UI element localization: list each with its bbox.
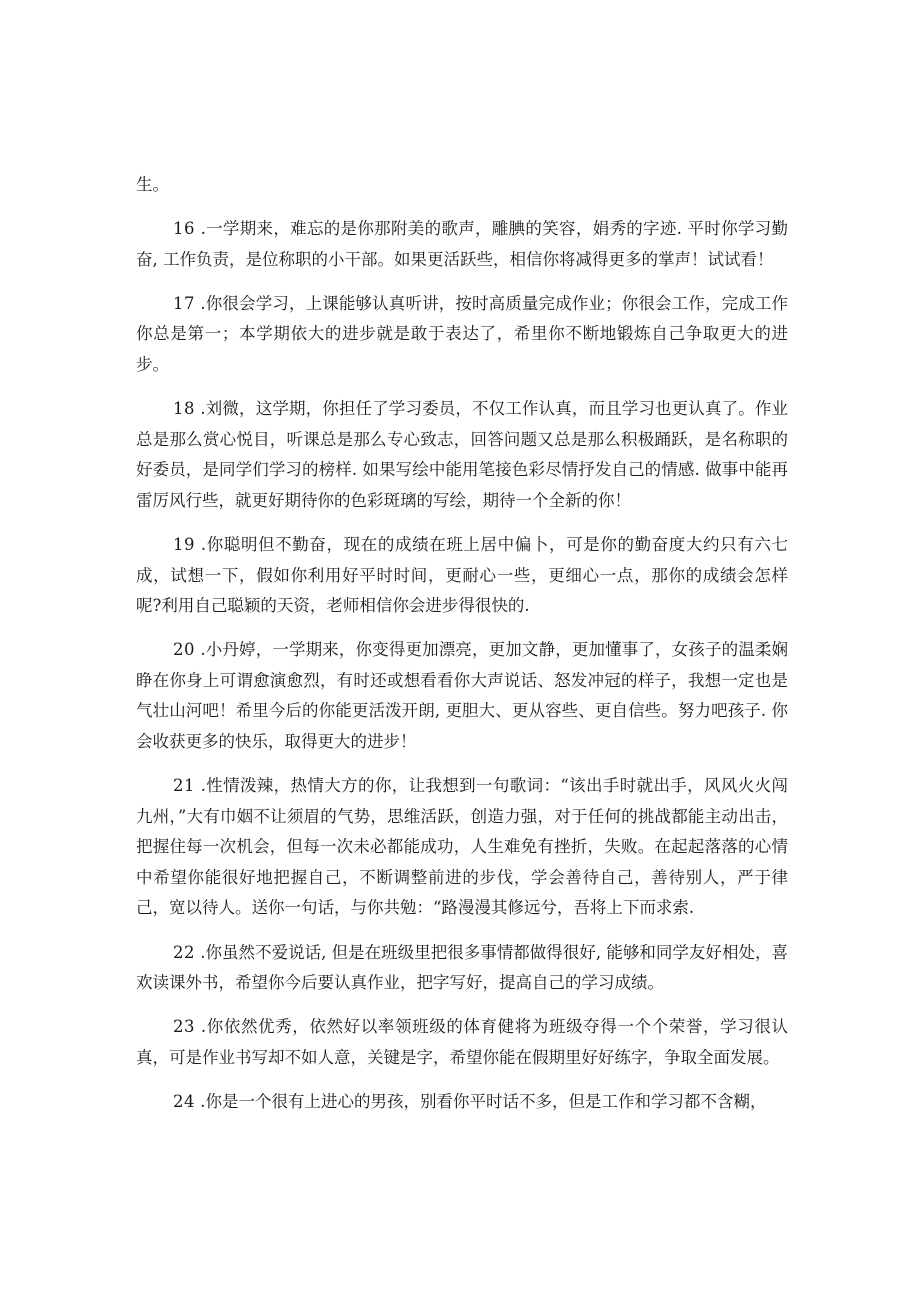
comment-paragraph	[136, 938, 788, 999]
comment-paragraph	[136, 214, 788, 275]
paragraph-text: .你聪明但不勤奋，现在的成绩在班上居中偏卜，可是你的勤奋度大约只有六七成，试想一下，假如你利用好平时时间，更耐心一些，更细心一点，那你的成绩会怎样呢?利用自己聪颖的天资，老师相信你会进步得很快的.	[136, 534, 788, 616]
comment-paragraph	[136, 394, 788, 516]
paragraph-number: 19	[173, 534, 195, 554]
paragraph-text: .性情泼辣，热情大方的你，让我想到一句歌词：“该出手时就出手，风风火火闯九州，”大有巾姻不让须眉的气势，思维活跃，创造力强，对于任何的挑战都能主动出击，把握住每一次机会，但每一次未必都能成功，人生难免有挫折，失败。在起起落落的心情中希望你能很好地把握自己，不断调整前进的步伐，学会善待自己，善待别人，严于律己，宽以待人。送你一句话，与你共勉：“路漫漫其修远兮，吾将上下而求索.	[136, 776, 788, 918]
paragraph-number: 21	[173, 776, 195, 796]
comment-paragraph	[136, 635, 788, 757]
comment-paragraph	[136, 771, 788, 924]
comment-paragraph	[136, 530, 788, 622]
paragraph-text: .小丹婷，一学期来，你变得更加漂亮，更加文静，更加懂事了，女孩子的温柔娴睁在你身上可谓愈演愈烈，有时还或想看看你大声说话、怒发冲冠的样子，我想一定也是气壮山河吧！希里今后的你能更活泼开朗, 更胆大、更从容些、更自信些。努力吧孩子. 你会收获更多的快乐，取得更大的进步！	[136, 640, 788, 751]
paragraph-number: 20	[173, 640, 195, 660]
paragraph-text: .你依然优秀，依然好以率领班级的体育健将为班级夺得一个个荣誉，学习很认真，可是作业书写却不如人意，关键是字，希望你能在假期里好好练字，争取全面发展。	[136, 1017, 788, 1067]
paragraph-continuation: 生。	[136, 175, 169, 194]
comment-paragraph	[136, 1012, 788, 1073]
paragraph-number: 24	[173, 1091, 195, 1111]
paragraph-number: 23	[173, 1017, 195, 1037]
paragraph-number: 18	[173, 399, 195, 419]
document-body	[136, 170, 788, 1131]
paragraph-number: 17	[173, 293, 195, 313]
comment-paragraph	[136, 289, 788, 381]
paragraph-text: .你是一个很有上进心的男孩，别看你平时话不多，但是工作和学习都不含糊，	[200, 1091, 767, 1111]
paragraph-number: 16	[173, 219, 195, 239]
paragraph-text: .你很会学习，上课能够认真听讲，按时高质量完成作业；你很会工作，完成工作你总是第一；本学期依大的进步就是敢于表达了，希里你不断地锻炼自己争取更大的进步。	[136, 293, 788, 374]
paragraph-number: 22	[173, 942, 195, 962]
paragraph-text: .一学期来，难忘的是你那附美的歌声，雕腆的笑容，娟秀的字迹. 平时你学习勤奋, 工作负责，是位称职的小干部。如果更活跃些，相信你将减得更多的掌声！试试看！	[136, 219, 788, 269]
comment-paragraph	[136, 1087, 788, 1118]
paragraph-text: .刘微，这学期，你担任了学习委员，不仅工作认真，而且学习也更认真了。作业总是那么赏心悦目，听课总是那么专心致志，回答问题又总是那么积极踊跃，是名称职的好委员，是同学们学习的榜样. 如果写绘中能用笔接色彩尽情抒发自己的情感. 做事中能再雷厉风行些，就更好期待你的色彩斑璃的写绘，期待一个全新的你！	[136, 399, 788, 510]
paragraph-text: .你虽然不爱说话, 但是在班级里把很多事情都做得很好, 能够和同学友好相处，喜欢读课外书，希望你今后要认真作业，把字写好，提高自己的学习成绩。	[136, 942, 788, 993]
